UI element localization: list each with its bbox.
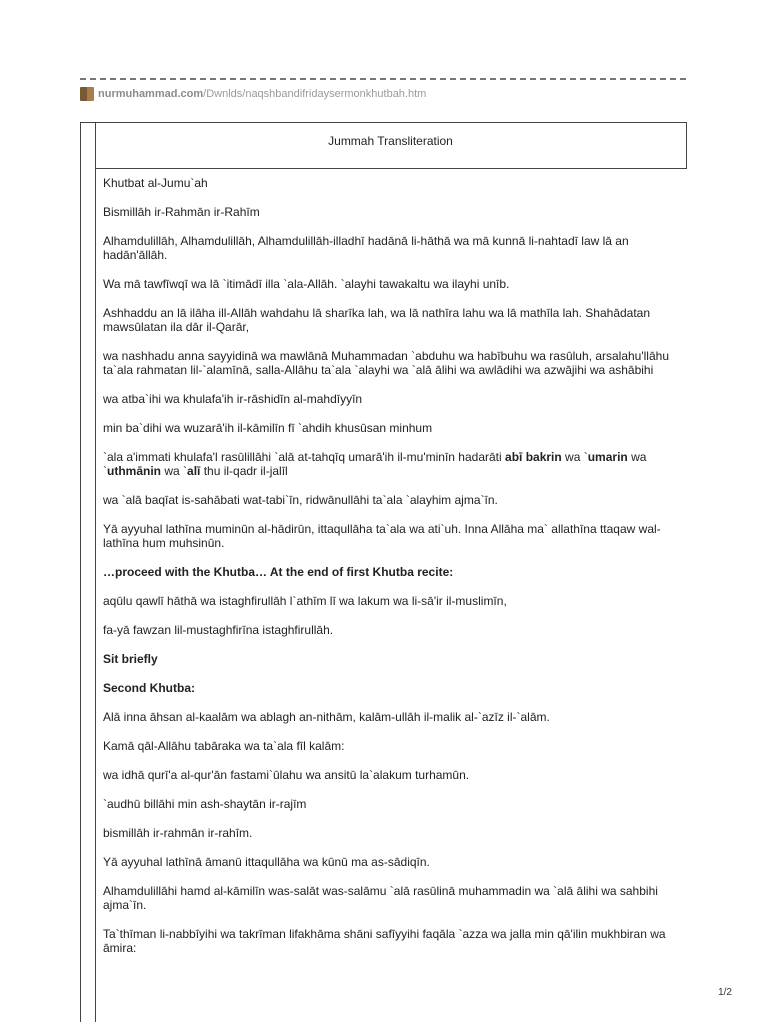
paragraph: wa atba`ihi wa khulafa'ih ir-rāshidīn al-mahdīyyīn xyxy=(103,392,363,406)
instruction-heading xyxy=(103,652,683,666)
table-top-border xyxy=(80,122,687,123)
bold-instruction: …proceed with the Khutba… At the end of first Khutba recite: xyxy=(103,565,454,579)
table-header-divider xyxy=(95,168,687,169)
text-run: wa ` xyxy=(103,450,647,478)
paragraph: `audhū billāhi min ash-shaytān ir-rajīm xyxy=(103,797,307,811)
source-site[interactable]: nurmuhammad.com xyxy=(98,88,204,100)
table-left-outer-border xyxy=(80,122,81,1022)
paragraph-caliphs xyxy=(103,450,683,478)
bold-instruction: Sit briefly xyxy=(103,652,158,666)
paragraph: Khutbat al-Jumu`ah xyxy=(103,176,208,190)
bold-name: uthmānin xyxy=(107,464,161,478)
table-left-inner-border xyxy=(95,122,96,1022)
paragraph: bismillāh ir-rahmān ir-rahīm. xyxy=(103,826,253,840)
paragraph: Ta`thīman li-nabbīyihi wa takrīman lifakhāma shāni safīyyihi faqāla `azza wa jalla min qā'ilin mukhbiran wa āmira: xyxy=(103,927,666,955)
text-run: wa ` xyxy=(561,450,588,464)
bold-name: alī xyxy=(187,464,201,478)
paragraph: Bismillāh ir-Rahmān ir-Rahīm xyxy=(103,205,260,219)
site-logo-icon xyxy=(80,87,94,101)
paragraph: Yā ayyuhal lathīna muminūn al-hādirūn, ittaqullāha ta`ala wa ati`uh. Inna Allāha ma` allathīna ttaqaw wal-lathīna hum muhsinūn. xyxy=(103,522,661,550)
section-heading xyxy=(103,681,683,695)
paragraph: Kamā qāl-Allāhu tabāraka wa ta`ala fīl kalām: xyxy=(103,739,345,753)
bold-heading: Second Khutba: xyxy=(103,681,195,695)
paragraph: Yā ayyuhal lathīnā āmanū ittaqullāha wa kūnū ma as-sādiqīn. xyxy=(103,855,430,869)
paragraph: aqūlu qawlī hāthā wa istaghfirullāh l`athīm lī wa lakum wa li-sā'ir il-muslimīn, xyxy=(103,594,507,608)
paragraph: Wa mā tawfīwqī wa lā `itimādī illa `ala-Allāh. `alayhi tawakaltu wa ilayhi unīb. xyxy=(103,277,510,291)
page-number: 1/2 xyxy=(718,987,732,998)
text-run: thu il-qadr il-jalīl xyxy=(200,464,288,478)
paragraph: wa idhā qurī'a al-qur'ān fastami`ūlahu wa ansitū la`alakum turhamūn. xyxy=(103,768,470,782)
document-body xyxy=(103,176,683,970)
bold-name: abī bakrin xyxy=(505,450,562,464)
source-bar xyxy=(80,86,426,102)
paragraph: wa `alā baqīat is-sahābati wat-tabi`īn, ridwānullāhi ta`ala `alayhim ajma`īn. xyxy=(103,493,498,507)
text-run: `ala a'immati khulafa'l rasūlillāhi `alā at-tahqīq umarā'ih il-mu'minīn hadarāti xyxy=(103,450,506,464)
document-title: Jummah Transliteration xyxy=(328,134,453,148)
paragraph: fa-yā fawzan lil-mustaghfirīna istaghfirullāh. xyxy=(103,623,334,637)
paragraph: Alhamdulillāh, Alhamdulillāh, Alhamdulillāh-illadhī hadānā li-hāthā wa mā kunnā li-nahtadī law lā an hadān'āllāh. xyxy=(103,234,629,262)
paragraph: Alhamdulillāhi hamd al-kāmilīn was-salāt was-salāmu `alā rasūlinā muhammadin wa `alā ālihi wa sahbihi ajma`īn. xyxy=(103,884,658,912)
header-dashed-rule xyxy=(80,78,686,80)
bold-name: umarin xyxy=(587,450,628,464)
source-path[interactable]: /Dwnlds/naqshbandifridaysermonkhutbah.htm xyxy=(203,88,427,100)
paragraph: Ashhaddu an lā ilāha ill-Allāh wahdahu lā sharīka lah, wa lā nathīra lahu wa lā mathīla lah. Shahādatan mawsūlatan ila dār il-Qarār, xyxy=(103,306,651,334)
paragraph: min ba`dihi wa wuzarā'ih il-kāmilīn fī `ahdih khusūsan minhum xyxy=(103,421,433,435)
paragraph: Alā inna āhsan al-kaalām wa ablagh an-nithām, kalām-ullāh il-malik al-`azīz il-`alām. xyxy=(103,710,550,724)
source-link[interactable] xyxy=(98,88,426,100)
table-right-border xyxy=(686,122,687,168)
text-run: wa ` xyxy=(161,464,188,478)
instruction-heading xyxy=(103,565,683,579)
paragraph: wa nashhadu anna sayyidinā wa mawlānā Muhammadan `abduhu wa habībuhu wa rasūluh, arsalahu'llāhu ta`ala rahmatan lil-`alamīnā, salla-Allāhu ta`ala `alayhi wa `alā ālihi wa awlādihi wa azwājihi wa ashābihi xyxy=(103,349,669,377)
